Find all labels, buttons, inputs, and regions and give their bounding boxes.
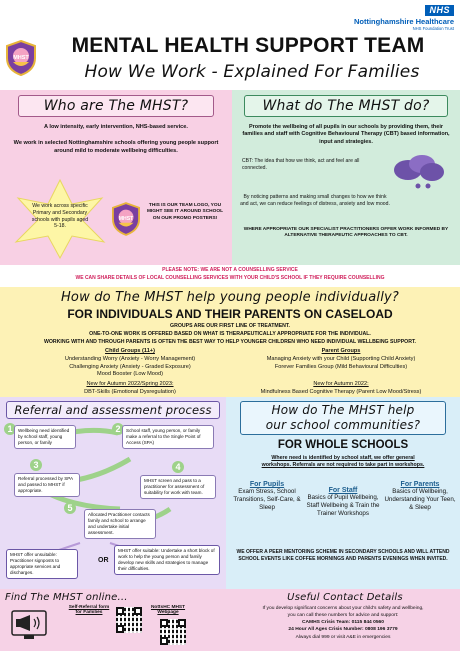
one-to-one-line: ONE-TO-ONE WORK IS OFFERED BASED ON WHAT IS THERAPEUTICALLY APPROPRIATE FOR THE INDIVIDUAL.: [89, 331, 371, 337]
child-group-item: Understanding Worry (Anxiety - Worry Management): [64, 355, 196, 362]
individual-section: [0, 287, 460, 397]
child-group-item: Challenging Anxiety (Anxiety - Graded Exposure): [69, 363, 191, 370]
school-sub-1: Where need is identified by school staff, we offer general: [271, 455, 415, 461]
step-number: 4: [172, 461, 184, 473]
qr-label-self-referral: Self-Referral form for Families: [68, 605, 110, 615]
child-groups-heading: Child Groups (11+): [105, 348, 155, 354]
referral-title: Referral and assessment process: [14, 403, 212, 417]
megaphone-icon: [10, 607, 48, 641]
contact-line: If you develop significant concerns about your child's safety and wellbeing,: [262, 606, 424, 611]
parents-heading: For Parents: [400, 481, 440, 488]
notice-line-2: WE CAN SHARE DETAILS OF LOCAL COUNSELLING SERVICES WITH YOUR CHILD'S SCHOOL IF THEY REQUIRE COUNSELLING: [75, 275, 385, 281]
school-sub-2: workshops. Referrals are not required to take part in workshops.: [261, 462, 425, 468]
nhs-logo: NHS: [425, 5, 454, 16]
qr-code-self-referral[interactable]: [116, 607, 142, 633]
peer-mentoring: WE OFFER A PEER MENTORING SCHEME IN SECONDARY SCHOOLS AND WILL ATTEND SCHOOL EVENTS LIKE COFFEE MORNINGS AND PARENTS EVENINGS WHEN INVITED.: [236, 549, 450, 562]
contact-line: you can call these numbers for advice and support:: [287, 612, 399, 618]
main-title: MENTAL HEALTH SUPPORT TEAM: [71, 34, 425, 57]
step-3-box: Referral processed by SPA and passed to MHST if appropriate.: [14, 473, 80, 497]
parents-line: WORKING WITH AND THROUGH PARENTS IS OFTEN THE BEST WAY TO HELP YOUNGER CHILDREN WHO NEED INDIVIDUAL WELLBEING SUPPORT.: [44, 339, 416, 345]
workshops-pupils: [230, 481, 304, 512]
svg-text:MHST: MHST: [13, 55, 29, 61]
who-age-range: We work across specific Primary and Secondary schools with pupils aged 5-18.: [31, 203, 89, 230]
contacts: [226, 606, 460, 642]
step-number: 2: [112, 423, 124, 435]
child-new-heading: New for Autumn 2022/Spring 2023:: [86, 381, 174, 388]
step-4-box: MHST screen and pass to a practitioner for assessment of suitability for work with team.: [140, 475, 216, 499]
parent-groups-heading: Parent Groups: [321, 348, 361, 354]
pupils-topics: Exam Stress, School Transitions, Self-Care, & Sleep: [233, 488, 301, 512]
who-title: Who are The MHST?: [43, 98, 189, 114]
alternative-approaches: WHERE APPROPRIATE OUR SPECIALIST PRACTITIONERS OFFER WORK INFORMED BY ALTERNATIVE THERAPEUTIC APPROACHES TO CBT.: [243, 227, 449, 239]
offer-suitable-box: MHST offer suitable: Undertake a short block of work to help the young person and family develop new skills and strategies to manage their difficulties.: [114, 545, 220, 575]
org-name: Nottinghamshire Healthcare: [353, 17, 454, 26]
what-section: [232, 90, 460, 265]
qr-code-webpage[interactable]: [160, 619, 186, 645]
step-number: 3: [30, 459, 42, 471]
subtitle: How We Work - Explained For Families: [84, 62, 420, 82]
contacts-title: Useful Contact Details: [287, 592, 403, 603]
who-section: [0, 90, 232, 265]
referral-section: [0, 397, 226, 589]
step-5-box: Allocated Practitioner contacts family and school to arrange and undertake initial assessment.: [84, 509, 156, 539]
emergency-note: Always dial 999 or visit A&E in emergencies: [295, 635, 391, 641]
workshops-parents: [382, 481, 458, 512]
parent-new-heading: New for Autumn 2022:: [313, 381, 369, 388]
qr-label-webpage: NottsHC MHST Webpage: [150, 605, 186, 615]
svg-text:MHST: MHST: [118, 215, 134, 222]
step-2-box: School staff, young person, or family make a referral to the Single Point of Access (SPA): [122, 425, 214, 449]
mhst-logo: [6, 40, 36, 76]
header: [0, 0, 460, 90]
pupils-heading: For Pupils: [249, 481, 285, 488]
step-number: 5: [64, 502, 76, 514]
staff-heading: For Staff: [328, 487, 358, 494]
staff-topics: Basics of Pupil Wellbeing, Staff Wellbeing & Train the Trainer Workshops: [306, 494, 380, 518]
parent-group-item: Forever Families Group (Mild Behavioural Difficulties): [274, 363, 408, 370]
child-new-item: DBT-Skills (Emotional Dysregulation): [84, 389, 176, 396]
step-1-box: Wellbeing need identified by school staff, young person, or family: [14, 425, 76, 449]
school-title-1: How do The MHST help: [271, 403, 415, 417]
parent-group-item: Managing Anxiety with your Child (Supporting Child Anxiety): [266, 355, 416, 362]
nhs-organisation: [354, 5, 454, 31]
workshops-staff: [306, 487, 380, 518]
brain-cloud-icon: [388, 152, 450, 192]
or-label: OR: [98, 557, 109, 564]
all-ages-crisis-number: 24 Hour All Ages Crisis Number: 0808 196 3779: [288, 626, 398, 632]
logo-note: THIS IS OUR TEAM LOGO, YOU MIGHT SEE IT AROUND SCHOOL ON OUR PROMO POSTERS!: [146, 203, 224, 221]
parent-new-item: Mindfulness Based Cognitive Therapy (Parent Low Mood/Stress): [260, 389, 422, 396]
individual-title: How do The MHST help young people individually?: [60, 290, 400, 305]
individual-heading: FOR INDIVIDUALS AND THEIR PARENTS ON CASELOAD: [67, 307, 393, 321]
trust-name: NHS Foundation Trust: [412, 25, 454, 31]
offer-unsuitable-box: MHST offer unsuitable: Practitioner signposts to appropriate services and discharges.: [6, 549, 78, 579]
school-title-2: our school communities?: [265, 418, 421, 432]
footer: [0, 589, 460, 651]
school-heading: FOR WHOLE SCHOOLS: [277, 439, 409, 451]
groups-first-line: GROUPS ARE OUR FIRST LINE OF TREATMENT.: [170, 323, 290, 329]
what-title: What do The MHST do?: [262, 98, 430, 114]
mhst-logo-small: [112, 202, 140, 236]
cbt-definition: CBT: The idea that how we think, act and feel are all connected.: [242, 158, 360, 171]
what-intro: Promote the wellbeing of all pupils in our schools by providing them, their families and staff with Cognitive Behavioural Therapy (CBT) based information, input and strategies.: [242, 124, 450, 145]
school-section: [226, 397, 460, 589]
who-schools: We work in selected Nottinghamshire schools offering young people support around mild to moderate wellbeing difficulties.: [13, 140, 219, 154]
notice-band: [0, 265, 460, 287]
parents-topics: Basics of Wellbeing, Understanding Your Teen, & Sleep: [384, 488, 456, 512]
child-group-item: Mood Booster (Low Mood): [97, 371, 163, 378]
notice-line-1: PLEASE NOTE: WE ARE NOT A COUNSELLING SERVICE: [162, 267, 298, 273]
who-intro: A low intensity, early intervention, NHS-based service.: [44, 124, 188, 130]
camhs-crisis-number: CAMHS Crisis Team: 0115 844 0560: [301, 619, 384, 625]
step-number: 1: [4, 423, 16, 435]
cbt-patterns: By noticing patterns and making small changes to how we think and act, we can reduce feelings of distress, anxiety and low mood.: [240, 194, 390, 207]
find-online: Find The MHST online...: [5, 592, 128, 603]
